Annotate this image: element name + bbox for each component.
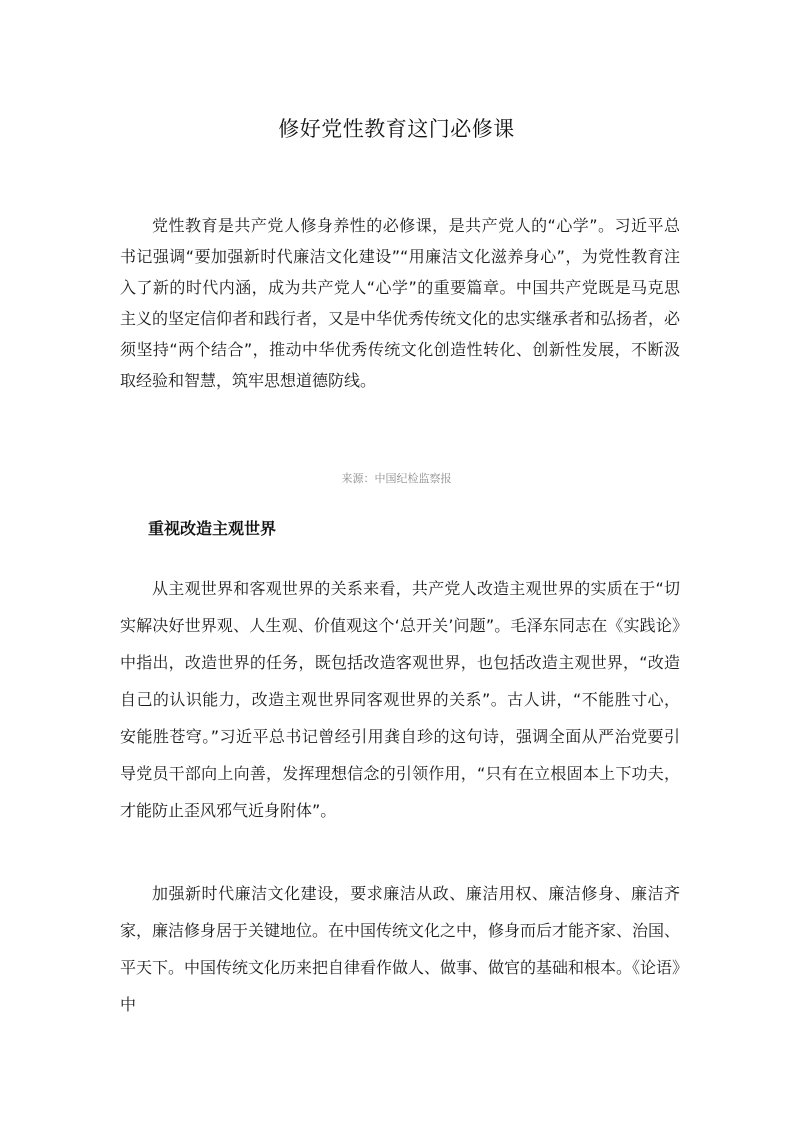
section-heading: 重视改造主观世界	[148, 519, 277, 538]
body-paragraph-2: 从主观世界和客观世界的关系来看，共产党人改造主观世界的实质在于“切实解决好世界观、人生观、价值观这个‘总开关’问题”。毛泽东同志在《实践论》中指出，改造世界的任务，既包括改造客观世界，也包括改造主观世界，“改造自己的认识能力，改造主观世界同客观世界的关系”。古人讲，“不能胜寸心，安能胜苍穹。”习近平总书记曾经引用龚自珍的这句诗，强调全面从严治党要引导党员干部向上向善，发挥理想信念的引领作用，“只有在立根固本上下功夫，才能防止歪风邪气近身附体”。	[120, 579, 680, 820]
source-line: 来源：中国纪检监察报	[341, 472, 452, 485]
body-paragraph-3: 加强新时代廉洁文化建设，要求廉洁从政、廉洁用权、廉洁修身、廉洁齐家，廉洁修身居于关键地位。在中国传统文化之中，修身而后才能齐家、治国、平天下。中国传统文化历来把自律看作做人、做事、做官的基础和根本。《论语》中	[120, 884, 681, 1014]
article-title: 修好党性教育这门必修课	[278, 117, 515, 141]
intro-paragraph: 党性教育是共产党人修身养性的必修课，是共产党人的“心学”。习近平总书记强调“要加强新时代廉洁文化建设”“用廉洁文化滋养身心”，为党性教育注入了新的时代内涵，成为共产党人“心学”的重要篇章。中国共产党既是马克思主义的坚定信仰者和践行者，又是中华优秀传统文化的忠实继承者和弘扬者，必须坚持“两个结合”，推动中华优秀传统文化创造性转化、创新性发展，不断汲取经验和智慧，筑牢思想道德防线。	[120, 216, 681, 390]
